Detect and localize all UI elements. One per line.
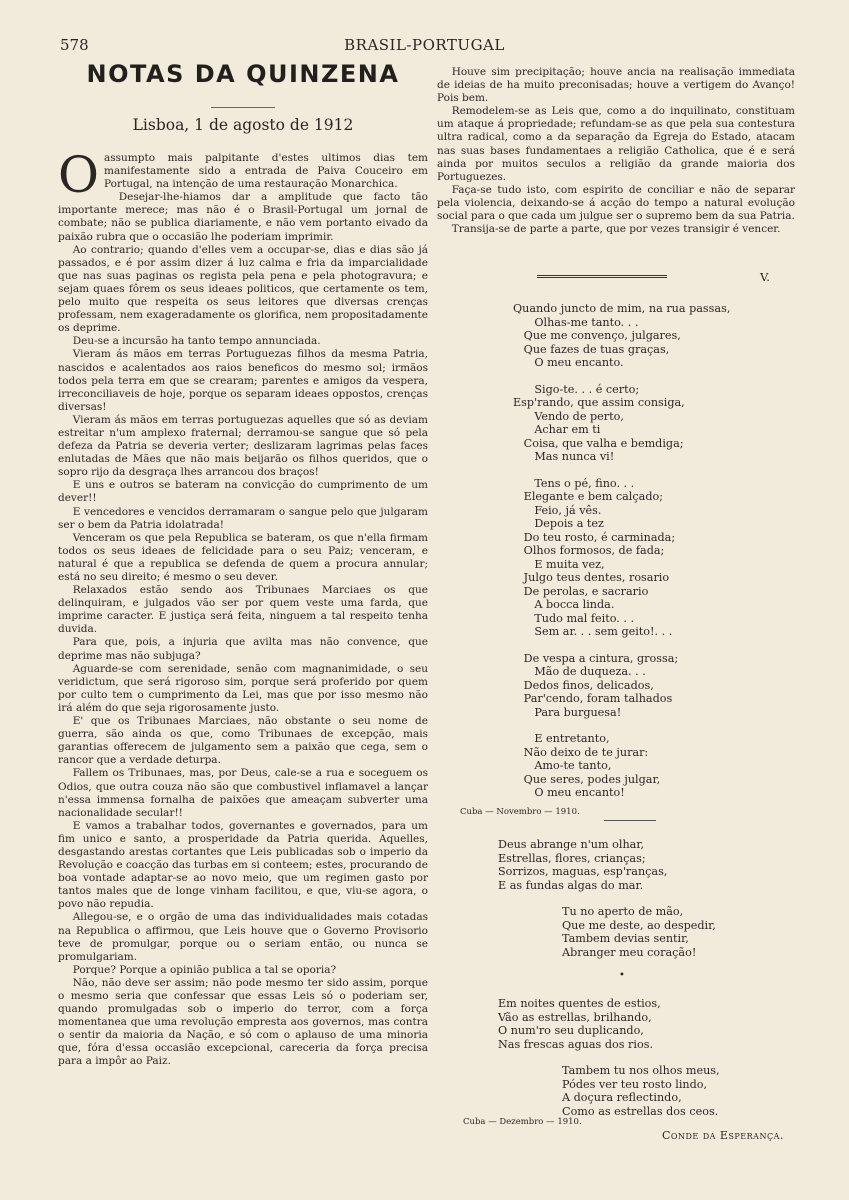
poem-line: Sorrizos, maguas, esp'ranças, (498, 865, 668, 878)
drop-cap: O (58, 146, 99, 204)
poem-line: Vão as estrellas, brilhando, (498, 1010, 652, 1024)
article-signature: V. (760, 270, 770, 284)
poem-line: Elegante e bem calçado; (513, 490, 663, 503)
poem-three (498, 997, 788, 1118)
asterisk-separator: • (619, 970, 625, 981)
poem-line: Achar em ti (513, 423, 601, 436)
poem-line: Do teu rosto, é carminada; (513, 530, 676, 544)
stanza-break (513, 719, 773, 732)
poem-line: O meu encanto! (513, 786, 625, 799)
paragraph: Vieram ás mãos em terras portuguezas aquelles que só as deviam estreitar n'um amplexo fraternal; derramou-se sangue que só pela defeza da Patria se deveria verter; deslizaram lagrimas pelas faces enlutadas de Mães que não mais beijarão os filhos queridos, que o sopro rijo da desgraça lhes arrancou dos braços! (58, 413, 428, 479)
poem-line: Tens o pé, fino. . . (513, 476, 635, 490)
poem-line: Que me deste, ao despedir, (498, 918, 716, 932)
poem-line: Como as estrellas dos ceos. (498, 1104, 719, 1118)
right-column-text (437, 66, 795, 236)
poem-line: Amo-te tanto, (513, 759, 612, 772)
paragraph: Faça-se tudo isto, com espirito de conciliar e não de separar pela violencia, deixando-se á acção do tempo a natural evolução social para o que cada um julgue ser o supremo bem da sua Patria. (437, 183, 795, 223)
poem-line: Que me convenço, julgares, (513, 329, 681, 342)
article-title: NOTAS DA QUINZENA (86, 60, 400, 88)
stanza-break (498, 892, 788, 905)
running-title: BRASIL-PORTUGAL (344, 36, 505, 54)
poem-line: De vespa a cintura, grossa; (513, 651, 679, 665)
poem-line: Feio, já vês. (513, 503, 602, 517)
left-column (58, 60, 428, 1069)
poem-line: Par'cendo, foram talhados (513, 692, 673, 705)
poem-line: O num'ro seu duplicando, (498, 1024, 644, 1037)
paragraph: E' que os Tribunaes Marciaes, não obstante o seu nome de guerra, são ainda os que, como Tribunaes de excepção, mais garantias offerecem de julgamento sem a paixão que cega, sem o rancor que a verdade deturpa. (58, 715, 428, 767)
poem-line: E entretanto, (513, 732, 610, 745)
poem-line: Sem ar. . . sem geito!. . . (513, 625, 673, 638)
poem-one-dateline: Cuba — Novembro — 1910. (460, 807, 580, 817)
paragraph: E uns e outros se bateram na convicção do cumprimento de um dever!! (58, 479, 428, 505)
poem-line: E muita vez, (513, 557, 605, 571)
paragraph: Desejar-lhe-hiamos dar a amplitude que facto tão importante merece; mas não é o Brasil-Portugal um jornal de combate; não se publica diariamente, e não vem portanto eivado da paixão rubra que o occasião lhe poderiam imprimir. (58, 191, 428, 243)
section-divider (537, 275, 667, 278)
poem-line: Dedos finos, delicados, (513, 678, 654, 692)
poem-line: Mão de duqueza. . . (513, 665, 646, 678)
paragraph: Transija-se de parte a parte, que por vezes transigir é vencer. (451, 223, 781, 236)
paragraph: E vencedores e vencidos derramaram o sangue pelo que julgaram ser o bem da Patria idolatrada! (58, 505, 428, 531)
stanza-break (513, 639, 773, 652)
poem-line: A doçura reflectindo, (498, 1091, 682, 1104)
paragraph: Vieram ás mãos em terras Portuguezas filhos da mesma Patria, nascidos e acalentados aos raios beneficos do mesmo sol; irmãos todos pela terra em que se crearam; parentes e amigos da vespera, irreconciliaveis de hoje, porque os separam ideaes oppostos, crenças diversas! (58, 348, 428, 413)
poem-one (513, 302, 773, 800)
poem-line: O meu encanto. (513, 356, 624, 369)
poem-line: De perolas, e sacrario (513, 584, 649, 598)
paragraph: Porque? Porque a opinião publica a tal se oporia? (72, 963, 337, 976)
poem-line: Olhas-me tanto. . . (513, 315, 639, 329)
poem-line: Julgo teus dentes, rosario (513, 571, 670, 584)
paragraph: Relaxados estão sendo aos Tribunaes Marciaes os que delinquiram, e julgados vão ser por quem veste uma farda, que imprime caracter. E justiça será feita, ninguem a tal respeito tenha duvida. (58, 584, 428, 636)
paragraph: Fallem os Tribunaes, mas, por Deus, cale-se a rua e soceguem os Odios, que outra couza não são que combustivel inflamavel a lançar n'essa immensa fornalha de paixões que ameaçam subverter uma nacionalidade secular!! (58, 767, 428, 819)
paragraph: assumpto mais palpitante d'estes ultimos dias tem manifestamente sido a entrada de Paiva Couceiro em Portugal, na intenção de uma restauração Monarchica. (104, 152, 428, 191)
poem-line: Coisa, que valha e bemdiga; (513, 436, 684, 450)
stanza-break (498, 1051, 788, 1064)
poem-line: Abranger meu coração! (498, 945, 697, 959)
paragraph: Para que, pois, a injuria que avilta mas não convence, que deprime mas não subjuga? (58, 636, 428, 662)
poem-separator-rule (604, 820, 656, 821)
poem-line: Deus abrange n'um olhar, (498, 838, 644, 851)
poem-line: Não deixo de te jurar: (513, 745, 649, 759)
paragraph: Remodelem-se as Leis que, como a do inquilinato, constituam um ataque á propriedade; refundam-se as que pela sua contestura ultra radical, como a da separação da Egreja do Estado, atacam nas suas bases fundamentaes a religião Catholica, que é e será ainda por muitos seculos a religião da grande maioria dos Portuguezes. (437, 105, 795, 183)
poem-line: Tudo mal feito. . . (513, 611, 635, 625)
poem-line: Pódes ver teu rosto lindo, (498, 1077, 708, 1091)
poem-line: Tambem devias sentir, (498, 932, 689, 945)
paragraph: Deu-se a incursão ha tanto tempo annunciada. (72, 335, 321, 348)
poem-three-dateline: Cuba — Dezembro — 1910. (463, 1117, 582, 1127)
paragraph: Houve sim precipitação; houve ancia na realisação immediata de ideias de ha muito preconisadas; houve a vertigem do Avanço! Pois bem. (437, 66, 795, 105)
poem-line: Olhos formosos, de fada; (513, 544, 665, 557)
poem-line: Sigo-te. . . é certo; (513, 382, 640, 396)
paragraph: Aguarde-se com serenidade, senão com magnanimidade, o seu veridictum, que será rigoroso sim, porque será proferido por quem por culto tem o cumprimento da Lei, mas que por isso mesmo não irá além do que seja rigorosamente justo. (58, 662, 428, 714)
poem-line: Tambem tu nos olhos meus, (498, 1064, 720, 1077)
paragraph: Venceram os que pela Republica se bateram, os que n'ella firmam todos os seus ideaes de felicidade para o seu Paiz; venceram, e natural é que a republica se defenda de quem a procura annular; está no seu direito; é mesmo o seu dever. (58, 531, 428, 583)
poem-line: Que fazes de tuas graças, (513, 342, 670, 356)
poem-line: Tu no aperto de mão, (498, 905, 684, 918)
paragraph: Ao contrario; quando d'elles vem a occupar-se, dias e dias são já passados, e é por assim dizer á luz calma e fria da imparcialidade que nas suas paginas os regista pela pena e pela photogravura; e sejam quaes fôrem os seus ideaes politicos, que certamente os tem, pelo muito que respeita os seus leitores que diversas crenças professam, nem exageradamente os glorifica, nem propositadamente os deprime. (58, 243, 428, 335)
poem-line: Quando juncto de mim, na rua passas, (513, 302, 731, 315)
poem-line: Nas frescas aguas dos rios. (498, 1037, 653, 1051)
paragraph: Não, não deve ser assim; não pode mesmo ter sido assim, porque o mesmo seria que confessar que essas Leis só o poderiam ser, quando promulgadas sob o imperio do terror, com a força momentanea que uma revolução empresta aos governos, mas contra o sentir da maioria da Nação, e só com o aplauso de uma minoria que, fóra d'essa occasião excepcional, careceria da força precisa para a impôr ao Paiz. (58, 976, 428, 1068)
poem-line: A bocca linda. (513, 598, 615, 611)
right-paragraphs (437, 66, 795, 236)
poem-line: Mas nunca vi! (513, 450, 615, 463)
poem-line: Vendo de perto, (513, 409, 624, 423)
paragraph: E vamos a trabalhar todos, governantes e governados, para um fim unico e santo, a prosperidade da Patria querida. Aquelles, desgastando arestas cortantes que Leis publicadas sob o imperio da Revolução e coacção das turbas em si conteem; estes, procurando de boa vontade adaptar-se ao novo meio, que um regimen gasto por tantos males que de longe vinham facilitou, e que, viu-se agora, o povo não repudia. (58, 819, 428, 911)
poem-two (498, 838, 788, 959)
poem-line: Para burguesa! (513, 705, 622, 719)
poem-line: Estrellas, flores, crianças; (498, 851, 646, 865)
article-body-left (58, 146, 428, 1069)
poem-line: Que seres, podes julgar, (513, 772, 661, 786)
article-dateline: Lisboa, 1 de agosto de 1912 (132, 116, 354, 134)
poem-line: Em noites quentes de estios, (498, 997, 661, 1010)
poem-signature: Conde da Esperança. (662, 1129, 784, 1142)
left-paragraphs (58, 146, 428, 1069)
paragraph: Allegou-se, e o orgão de uma das individualidades mais cotadas na Republica o affirmou, que Leis houve que o Governo Provisorio teve de promulgar, porque ou o seriam então, ou nunca se promulgariam. (58, 911, 428, 963)
poem-line: Depois a tez (513, 517, 604, 530)
stanza-break (513, 464, 773, 477)
stanza-break (513, 370, 773, 383)
page-number: 578 (60, 36, 89, 54)
poem-line: Esp'rando, que assim consiga, (513, 396, 685, 409)
poem-line: E as fundas algas do mar. (498, 878, 644, 892)
title-rule (211, 107, 275, 108)
